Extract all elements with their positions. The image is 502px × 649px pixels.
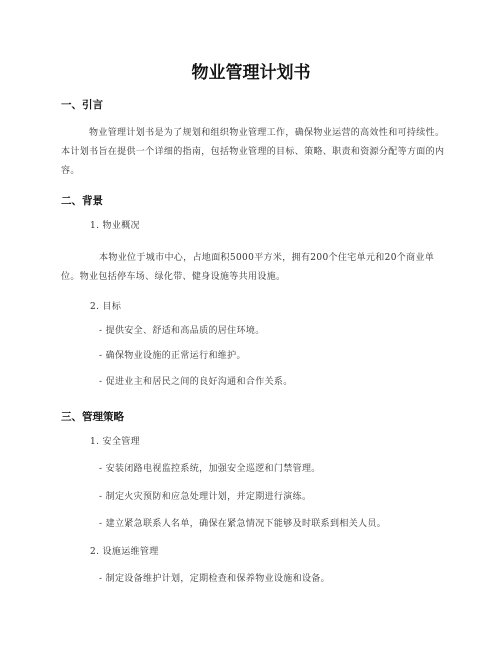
goal-item: - 促进业主和居民之间的良好沟通和合作关系。 (99, 377, 293, 387)
goals-heading: 2. 目标 (90, 302, 122, 312)
heading-background: 二、背景 (61, 195, 103, 207)
property-overview-heading: 1. 物业概况 (90, 221, 140, 231)
goal-item: - 提供安全、舒适和高品质的居住环境。 (99, 326, 265, 336)
facility-management-heading: 2. 设施运维管理 (90, 547, 159, 557)
goal-item: - 确保物业设施的正常运行和维护。 (99, 351, 246, 361)
property-overview-paragraph: 本物业位于城市中心，占地面积5000平方米，拥有200个住宅单元和20个商业单位。物业包括停车场、绿化带、健身设施等共用设施。 (61, 253, 435, 282)
heading-introduction: 一、引言 (61, 99, 103, 111)
introduction-paragraph: 物业管理计划书是为了规划和组织物业管理工作，确保物业运营的高效性和可持续性。本计划书旨在提供一个详细的指南，包括物业管理的目标、策略、职责和资源分配等方面的内容。 (61, 128, 445, 176)
facility-item: - 制定设备维护计划，定期检查和保养物业设施和设备。 (99, 574, 331, 584)
security-item: - 安装闭路电视监控系统，加强安全巡逻和门禁管理。 (99, 464, 321, 474)
security-item: - 建立紧急联系人名单，确保在紧急情况下能够及时联系到相关人员。 (99, 519, 387, 529)
security-item: - 制定火灾预防和应急处理计划，并定期进行演练。 (99, 492, 312, 502)
heading-management-strategy: 三、管理策略 (61, 411, 124, 423)
document-title: 物业管理计划书 (191, 63, 311, 83)
security-management-heading: 1. 安全管理 (90, 437, 140, 447)
